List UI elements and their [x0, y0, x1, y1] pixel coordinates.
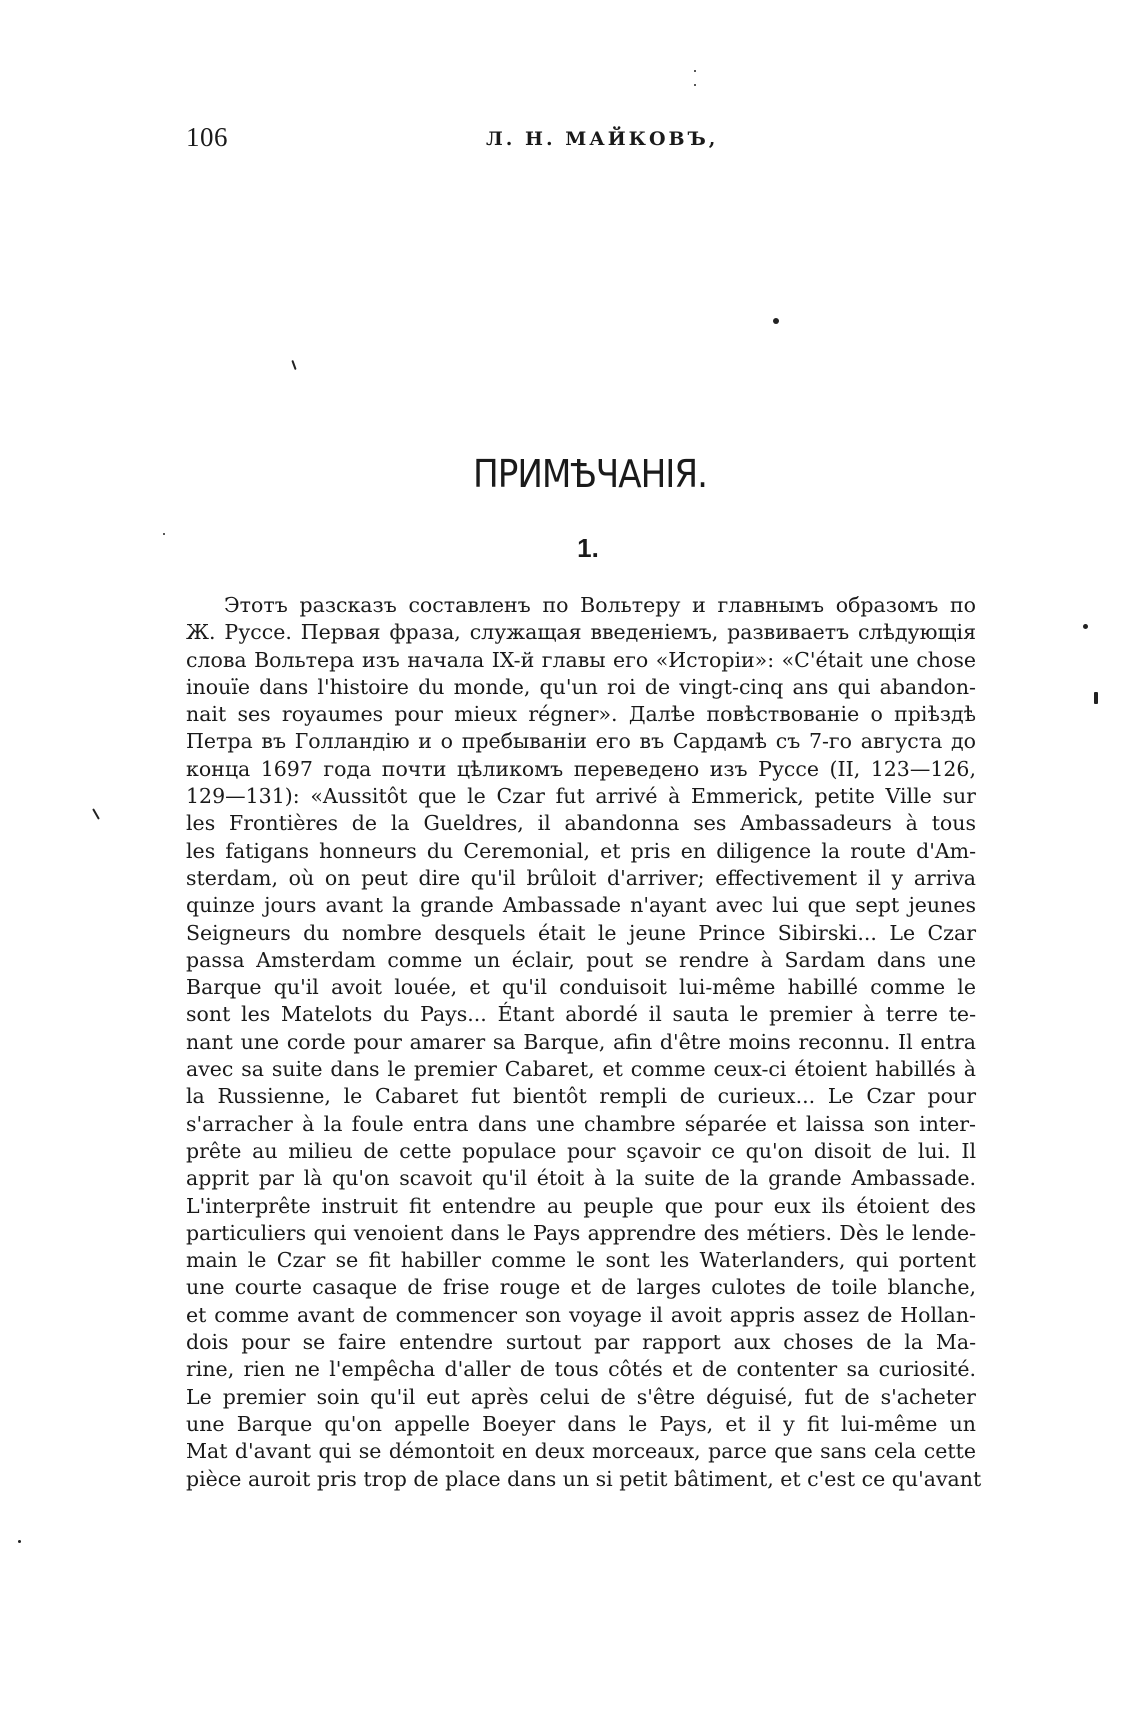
text-line: Le premier soin qu'il eut après celui de s'être déguisé, fut de s'acheter	[186, 1384, 976, 1409]
text-line: Barque qu'il avoit louée, et qu'il conduisoit lui-même habillé comme le	[186, 975, 976, 1000]
text-line: sterdam, où on peut dire qu'il brûloit d'arriver; effectivement il y arriva	[186, 865, 976, 890]
text-line: les Frontières de la Gueldres, il abandonna ses Ambassadeurs à tous	[186, 811, 976, 836]
text-line: rine, rien ne l'empêcha d'aller de tous côtés et de contenter sa curiosité.	[186, 1357, 976, 1382]
text-line: prête au milieu de cette populace pour sçavoir ce qu'on disoit de lui. Il	[186, 1138, 976, 1163]
text-line: une courte casaque de frise rouge et de larges culotes de toile blanche,	[186, 1275, 976, 1300]
text-line: quinze jours avant la grande Ambassade n'ayant avec lui que sept jeunes	[186, 893, 976, 918]
text-line: apprit par là qu'on scavoit qu'il étoit à la suite de la grande Ambassade.	[186, 1166, 976, 1191]
running-head: Л. Н. МАЙКОВЪ,	[486, 128, 719, 150]
scan-speck	[92, 808, 100, 819]
text-line: Mat d'avant qui se démontoit en deux morceaux, parce que sans cela cette	[186, 1439, 976, 1464]
text-line: Ж. Руссе. Первая фраза, служащая введеніемъ, развиваетъ слѣдующія	[186, 620, 976, 645]
text-line: s'arracher à la foule entra dans une chambre séparée et laissa son inter-	[186, 1111, 976, 1136]
text-line: sont les Matelots du Pays... Étant abordé il sauta le premier à terre te-	[186, 1002, 976, 1027]
text-line: конца 1697 года почти цѣликомъ переведено изъ Руссе (II, 123—126,	[186, 756, 976, 781]
text-line: particuliers qui venoient dans le Pays apprendre des métiers. Dès le lende-	[186, 1220, 976, 1245]
scan-speck	[291, 360, 296, 370]
scan-speck	[1094, 692, 1098, 704]
text-line: dois pour se faire entendre surtout par rapport aux choses de la Ma-	[186, 1330, 976, 1355]
text-line: une Barque qu'on appelle Boeyer dans le Pays, et il y fit lui-même un	[186, 1411, 976, 1436]
note-number: 1.	[577, 533, 599, 563]
text-line: 129—131): «Aussitôt que le Czar fut arrivé à Emmerick, petite Ville sur	[186, 784, 976, 809]
text-line: les fatigans honneurs du Ceremonial, et pris en diligence la route d'Am-	[186, 838, 976, 863]
text-line: nant une corde pour amarer sa Barque, afin d'être moins reconnu. Il entra	[186, 1029, 976, 1054]
section-title: ПРИМѢЧАНІЯ.	[473, 452, 707, 496]
text-line: Петра въ Голландію и о пребываніи его въ Сардамѣ съ 7-го августа до	[186, 729, 976, 754]
text-line: passa Amsterdam comme un éclair, pout se rendre à Sardam dans une	[186, 947, 976, 972]
scan-speck	[773, 318, 779, 324]
text-line: L'interprête instruit fit entendre au peuple que pour eux ils étoient des	[186, 1193, 976, 1218]
text-line: nait ses royaumes pour mieux régner». Далѣе повѣствованіе о пріѣздѣ	[186, 702, 976, 727]
scan-speck	[18, 1540, 21, 1543]
scan-speck	[694, 84, 696, 86]
scan-speck	[694, 70, 696, 72]
text-line: pièce auroit pris trop de place dans un si petit bâtiment, et c'est ce qu'avant	[186, 1466, 982, 1491]
text-line: inouïe dans l'histoire du monde, qu'un roi de vingt-cinq ans qui abandon-	[186, 674, 976, 699]
text-line: Seigneurs du nombre desquels était le jeune Prince Sibirski... Le Czar	[186, 920, 976, 945]
text-line: Этотъ разсказъ составленъ по Вольтеру и главнымъ образомъ по	[224, 593, 976, 617]
text-line: слова Вольтера изъ начала IX-й главы его «Исторіи»: «C'était une chose	[186, 647, 976, 672]
page-number: 106	[186, 122, 228, 152]
scan-speck	[163, 533, 165, 535]
text-line: avec sa suite dans le premier Cabaret, et comme ceux-ci étoient habillés à	[186, 1057, 976, 1082]
scan-speck	[1083, 624, 1088, 629]
text-line: la Russienne, le Cabaret fut bientôt rempli de curieux... Le Czar pour	[186, 1084, 976, 1109]
note-body	[186, 592, 982, 1493]
text-line: main le Czar se fit habiller comme le sont les Waterlanders, qui portent	[186, 1248, 976, 1273]
text-line: et comme avant de commencer son voyage il avoit appris assez de Hollan-	[186, 1302, 976, 1327]
